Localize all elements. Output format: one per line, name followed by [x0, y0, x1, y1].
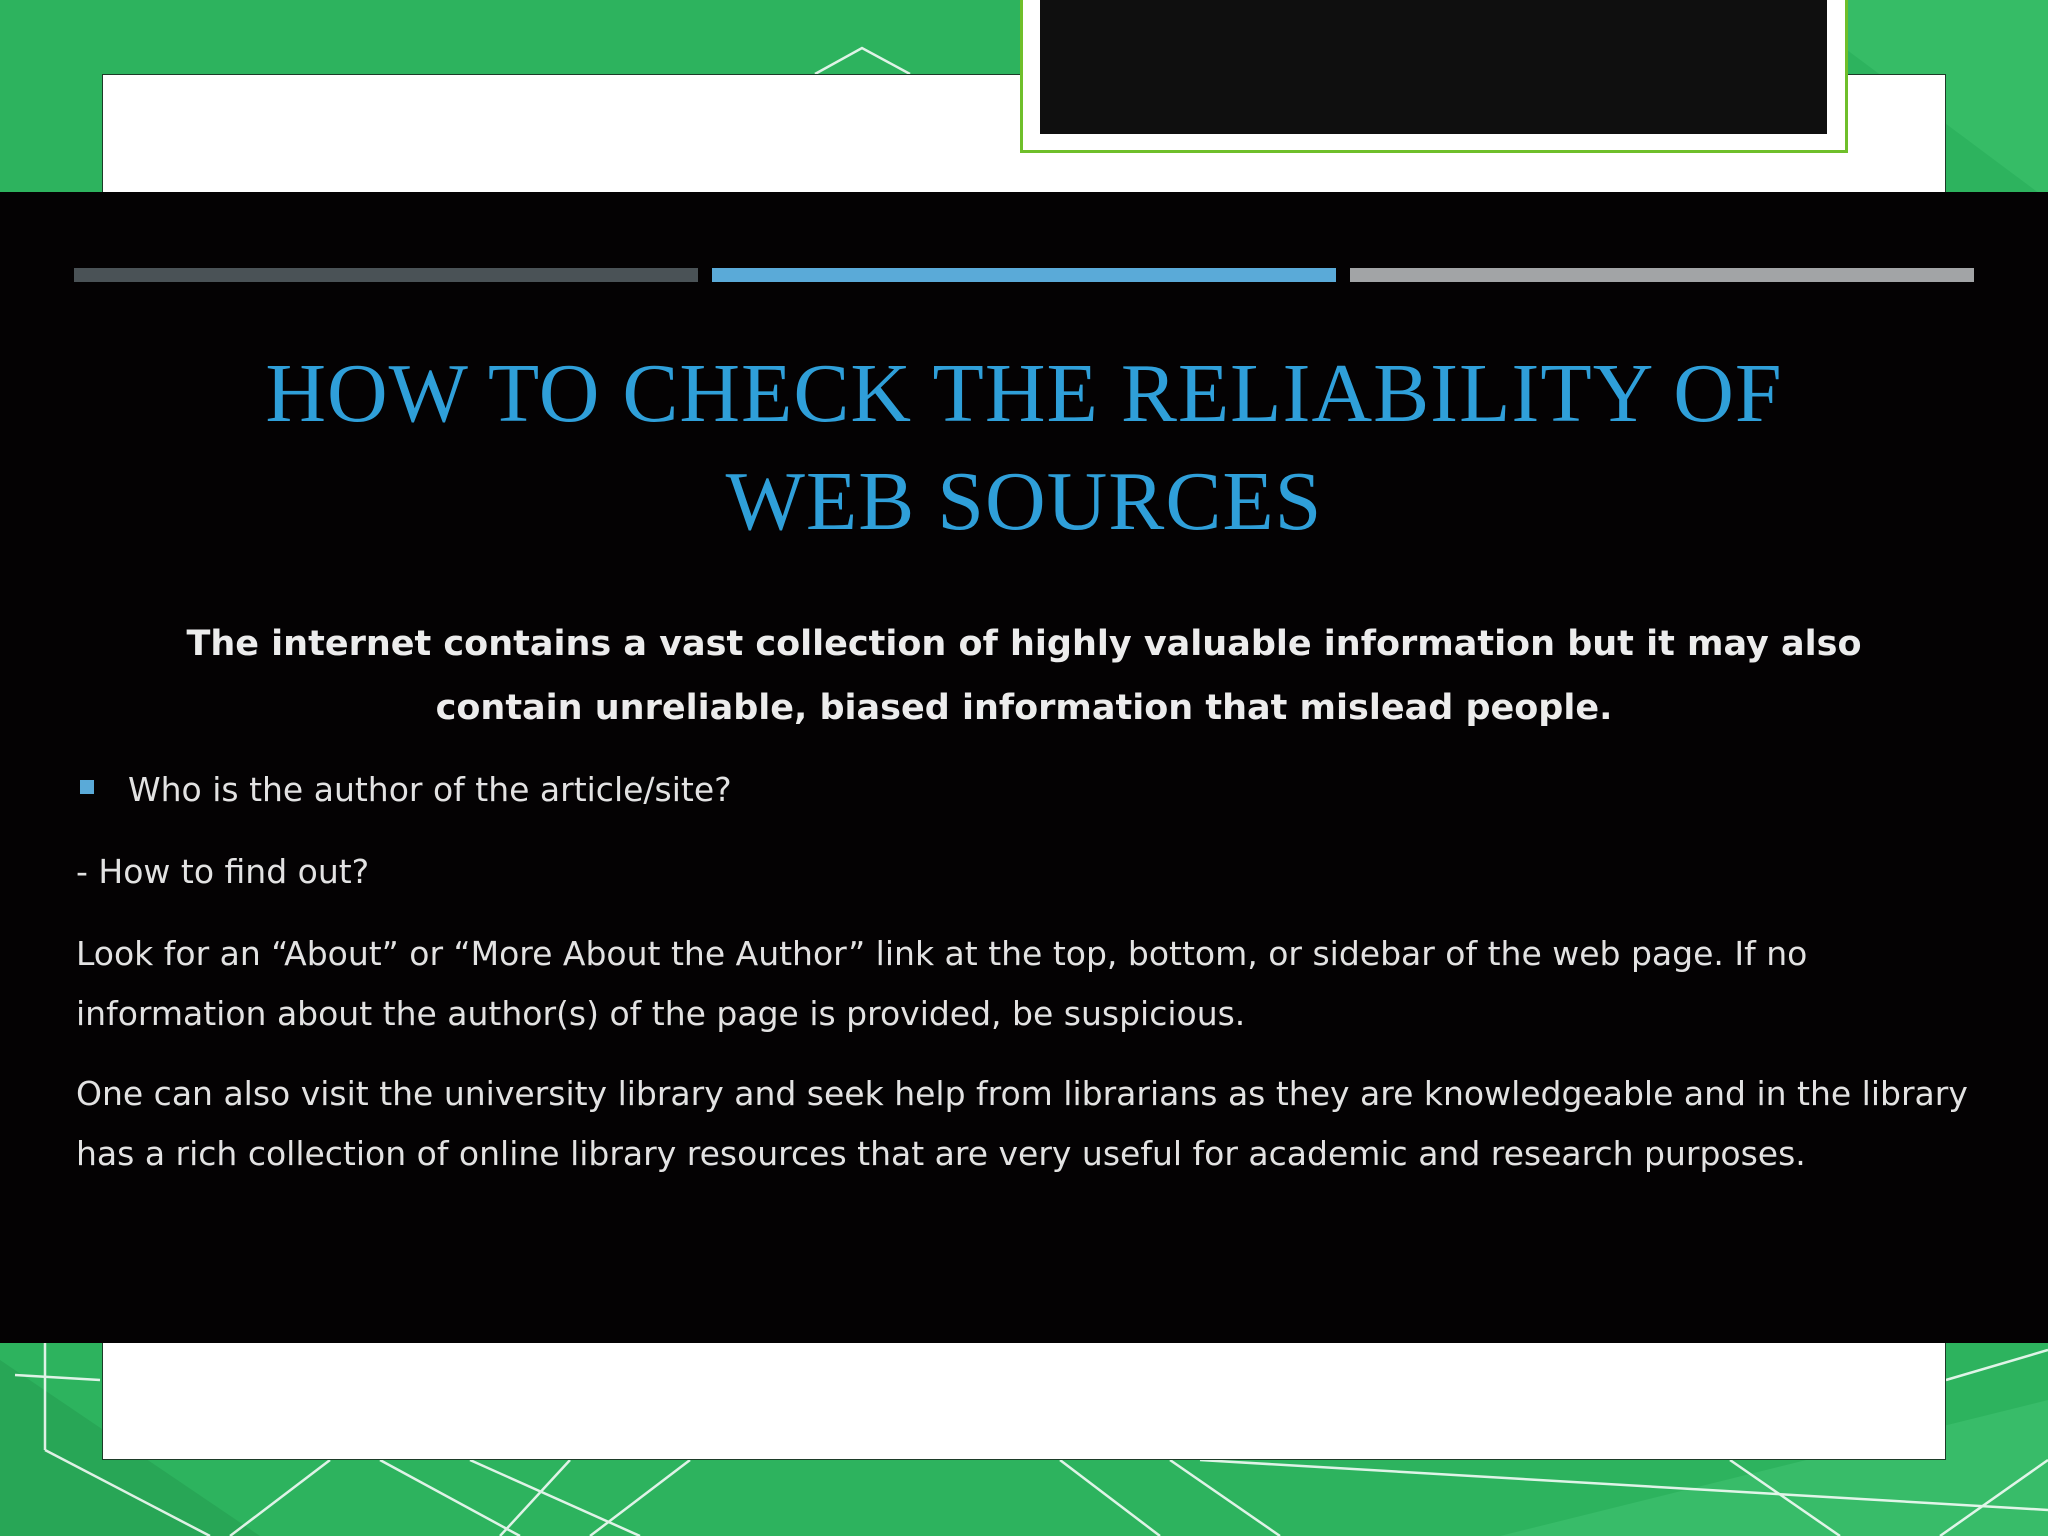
accent-bar-dark — [74, 268, 698, 282]
lead-statement: The internet contains a vast collection of highly valuable information but it may also contain unreliable, biased information that mislead people. — [186, 624, 1862, 728]
accent-bar-gray — [1350, 268, 1974, 282]
paragraph-library-help: One can also visit the university library and seek help from librarians as they are knowledgeable and in the library has a rich collection of online library resources that are very useful for academic and research purposes. — [76, 1074, 1968, 1173]
square-bullet-icon — [80, 780, 94, 794]
paragraph-about-author: Look for an “About” or “More About the Author” link at the top, bottom, or sidebar of the web page. If no information about the author(s) of the page is provided, be suspicious. — [76, 934, 1808, 1033]
sub-question: - How to find out? — [76, 852, 370, 891]
bullet-text: Who is the author of the article/site? — [128, 770, 732, 809]
bullet-item — [76, 760, 1976, 810]
slide-image — [0, 192, 2048, 1343]
slide-title: HOW TO CHECK THE RELIABILITY OF WEB SOURCES — [265, 347, 1783, 548]
title-placeholder-fill — [1040, 0, 1827, 134]
accent-bar-blue — [712, 268, 1336, 282]
